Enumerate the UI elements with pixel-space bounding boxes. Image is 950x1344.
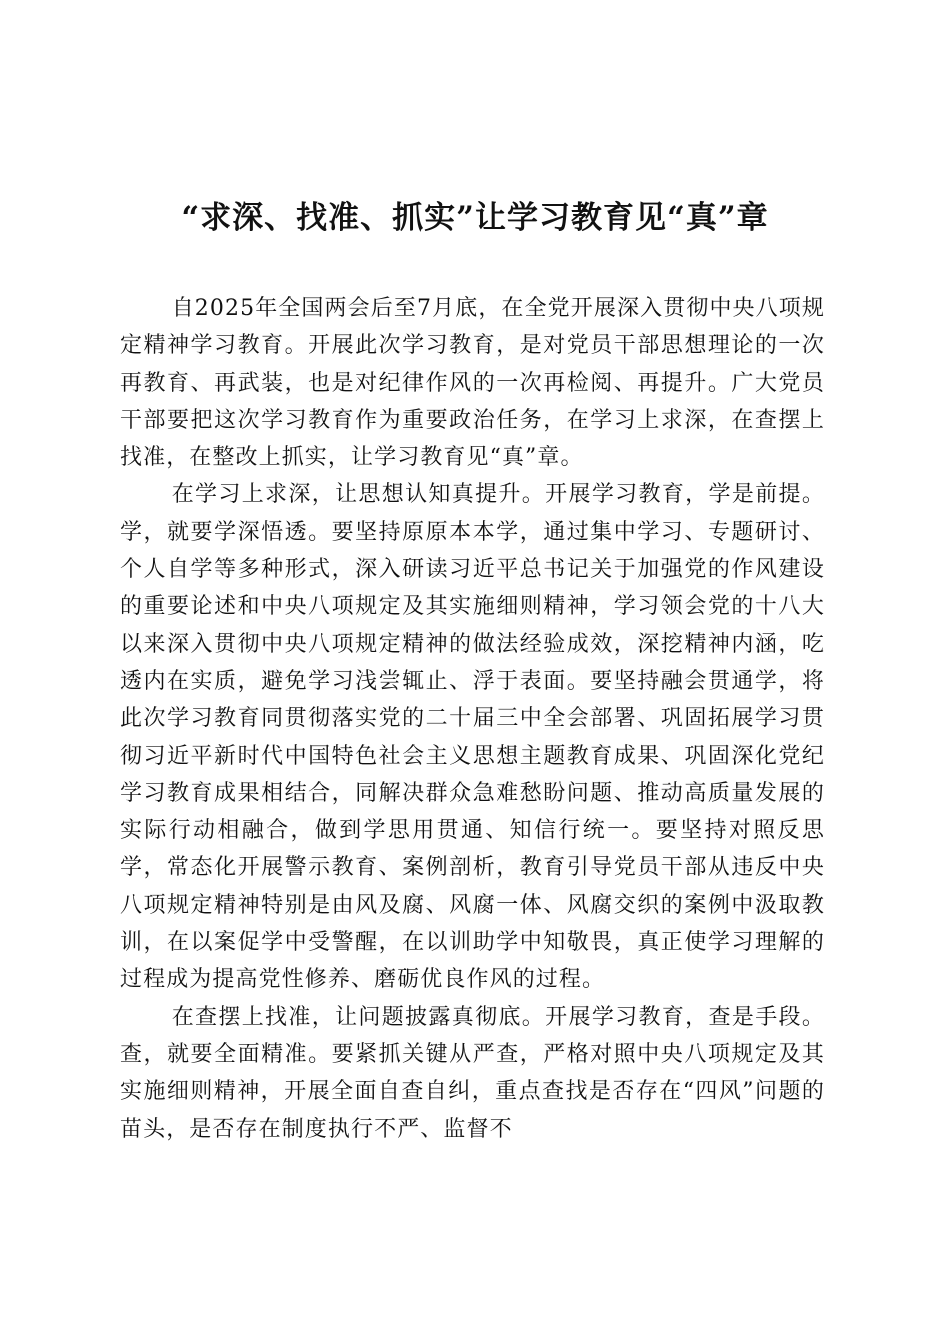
paragraph-intro: 自2025年全国两会后至7月底，在全党开展深入贯彻中央八项规定精神学习教育。开展此次学习教育，是对党员干部思想理论的一次再教育、再武装，也是对纪律作风的一次再检阅、再提升。广大党员干部要把这次学习教育作为重要政治任务，在学习上求深，在查摆上找准，在整改上抓实，让学习教育见“真”章。 [120, 296, 825, 471]
document-body [120, 290, 825, 1148]
document-title: “求深、找准、抓实”让学习教育见“真”章 [181, 200, 769, 236]
paragraph-study: 在学习上求深，让思想认知真提升。开展学习教育，学是前提。学，就要学深悟透。要坚持原原本本学，通过集中学习、专题研讨、个人自学等多种形式，深入研读习近平总书记关于加强党的作风建设的重要论述和中央八项规定及其实施细则精神，学习领会党的十八大以来深入贯彻中央八项规定精神的做法经验成效，深挖精神内涵，吃透内在实质，避免学习浅尝辄止、浮于表面。要坚持融会贯通学，将此次学习教育同贯彻落实党的二十届三中全会部署、巩固拓展学习贯彻习近平新时代中国特色社会主义思想主题教育成果、巩固深化党纪学习教育成果相结合，同解决群众急难愁盼问题、推动高质量发展的实际行动相融合，做到学思用贯通、知信行统一。要坚持对照反思学，常态化开展警示教育、案例剖析，教育引导党员干部从违反中央八项规定精神特别是由风及腐、风腐一体、风腐交织的案例中汲取教训，在以案促学中受警醒，在以训助学中知敬畏，真正使学习理解的过程成为提高党性修养、磨砺优良作风的过程。 [120, 482, 825, 993]
paragraph-inspection: 在查摆上找准，让问题披露真彻底。开展学习教育，查是手段。查，就要全面精准。要紧抓关键从严查，严格对照中央八项规定及其实施细则精神，开展全面自查自纠，重点查找是否存在“四风”问题的苗头，是否存在制度执行不严、监督不 [120, 1004, 825, 1142]
